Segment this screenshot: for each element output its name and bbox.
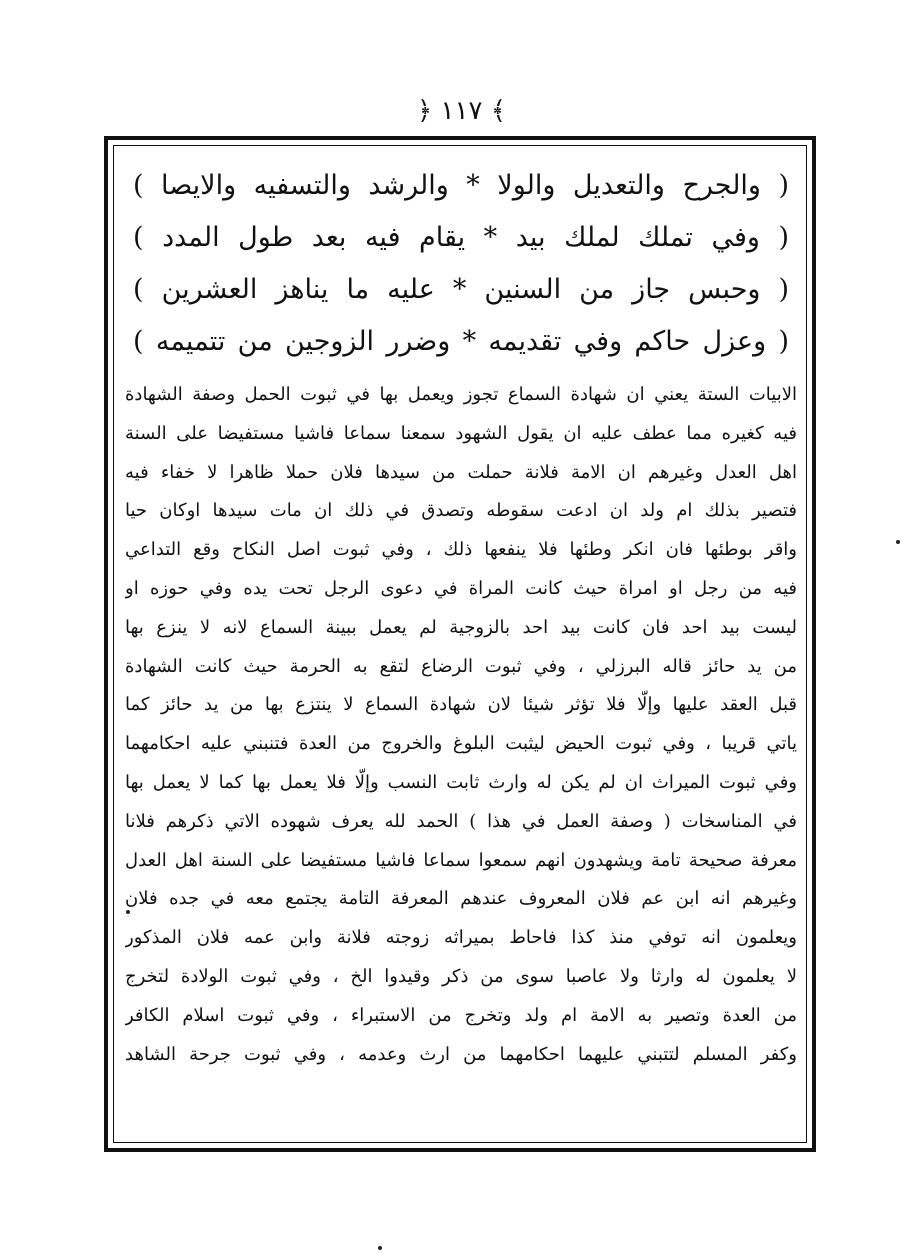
text-line: في المناسخات ( وصفة العمل في هذا ) الحمد لله يعرف شهوده الاتي ذكرهم فلانا bbox=[125, 810, 797, 832]
text-line: واقر بوطئها فان انكر وطئها فلا ينفعها ذلك ، وفي ثبوت اصل النكاح وقع التداعي bbox=[125, 539, 797, 561]
verse-line-3: ( وحبس جاز من السنين * عليه ما يناهز العشرين ) bbox=[133, 274, 789, 305]
text-line: قبل العقد عليها وإلّا فلا تؤثر شيئا لان شهادة السماع لا ينتزع بها من يد حائز كما bbox=[125, 694, 797, 716]
text-line: من يد حائز قاله البرزلي ، وفي ثبوت الرضاع لتقع به الحرمة حيث كانت الشهادة bbox=[125, 655, 797, 677]
text-line: فيه كغيره مما عطف عليه ان يقول الشهود سمعنا سماعا فاشيا مستفيضا على السنة bbox=[125, 422, 797, 444]
margin-dot bbox=[896, 540, 900, 544]
margin-dot bbox=[126, 910, 130, 914]
text-line: لا يعلمون له وارثا ولا عاصبا سوى من ذكر وقيدوا الخ ، وفي ثبوت الولادة لتخرج bbox=[125, 965, 797, 987]
text-line: فتصير بذلك ام ولد ان ادعت سقوطه وتصدق في ذلك ان مات سيدها اوكان حيا bbox=[125, 500, 797, 522]
text-line: وغيرهم انه ابن عم فلان المعروف عندهم المعرفة التامة يجتمع معه في جده فلان bbox=[125, 888, 797, 910]
verse-line-1: ( والجرح والتعديل والولا * والرشد والتسفيه والايصا ) bbox=[133, 170, 789, 201]
verse-block bbox=[125, 160, 797, 368]
text-line: وفي ثبوت الميراث ان لم يكن له وارث ثابت النسب وإلّا فلا يعمل بها كما لا يعمل بها bbox=[125, 771, 797, 793]
text-line: الابيات الستة يعني ان شهادة السماع تجوز ويعمل بها في ثبوت الحمل وصفة الشهادة bbox=[125, 384, 797, 405]
verse-line-2: ( وفي تملك لملك بيد * يقام فيه بعد طول المدد ) bbox=[133, 222, 789, 253]
text-line: من العدة وتصير به الامة ام ولد وتخرج من الاستبراء ، وفي ثبوت اسلام الكافر bbox=[125, 1004, 797, 1026]
text-line: ويعلمون انه توفي منذ كذا فاحاط بميراثه زوجته فلانة وابن عمه فلان المذكور bbox=[125, 927, 797, 949]
commentary-block bbox=[125, 376, 797, 1074]
margin-dot bbox=[378, 1246, 382, 1250]
verse-line-4: ( وعزل حاكم وفي تقديمه * وضرر الزوجين من تتميمه ) bbox=[133, 326, 789, 357]
text-line: معرفة صحيحة تامة ويشهدون انهم سمعوا سماعا فاشيا مستفيضا على السنة اهل العدل bbox=[125, 849, 797, 871]
text-line: اهل العدل وغيرهم ان الامة فلانة حملت من سيدها فلان حملا ظاهرا لا خفاء فيه bbox=[125, 461, 797, 483]
text-line: فيه من رجل او امراة حيث كانت المراة في دعوى الرجل تحت يده وفي حوزه او bbox=[125, 577, 797, 599]
text-body bbox=[125, 160, 797, 1074]
text-line: وكفر المسلم لتتبني عليهما احكامهما من ارث وعدمه ، وفي ثبوت جرحة الشاهد bbox=[125, 1043, 797, 1065]
text-line: ياتي قريبا ، وفي ثبوت الحيض ليثبت البلوغ والخروج من العدة فتنبني عليه احكامهما bbox=[125, 733, 797, 755]
text-line: ليست بيد احد فان كانت بيد احد بالزوجية لم يعمل ببينة السماع لانه لا ينزع بها bbox=[125, 616, 797, 638]
page-number: ﴾ ١١٧ ﴿ bbox=[417, 96, 506, 126]
